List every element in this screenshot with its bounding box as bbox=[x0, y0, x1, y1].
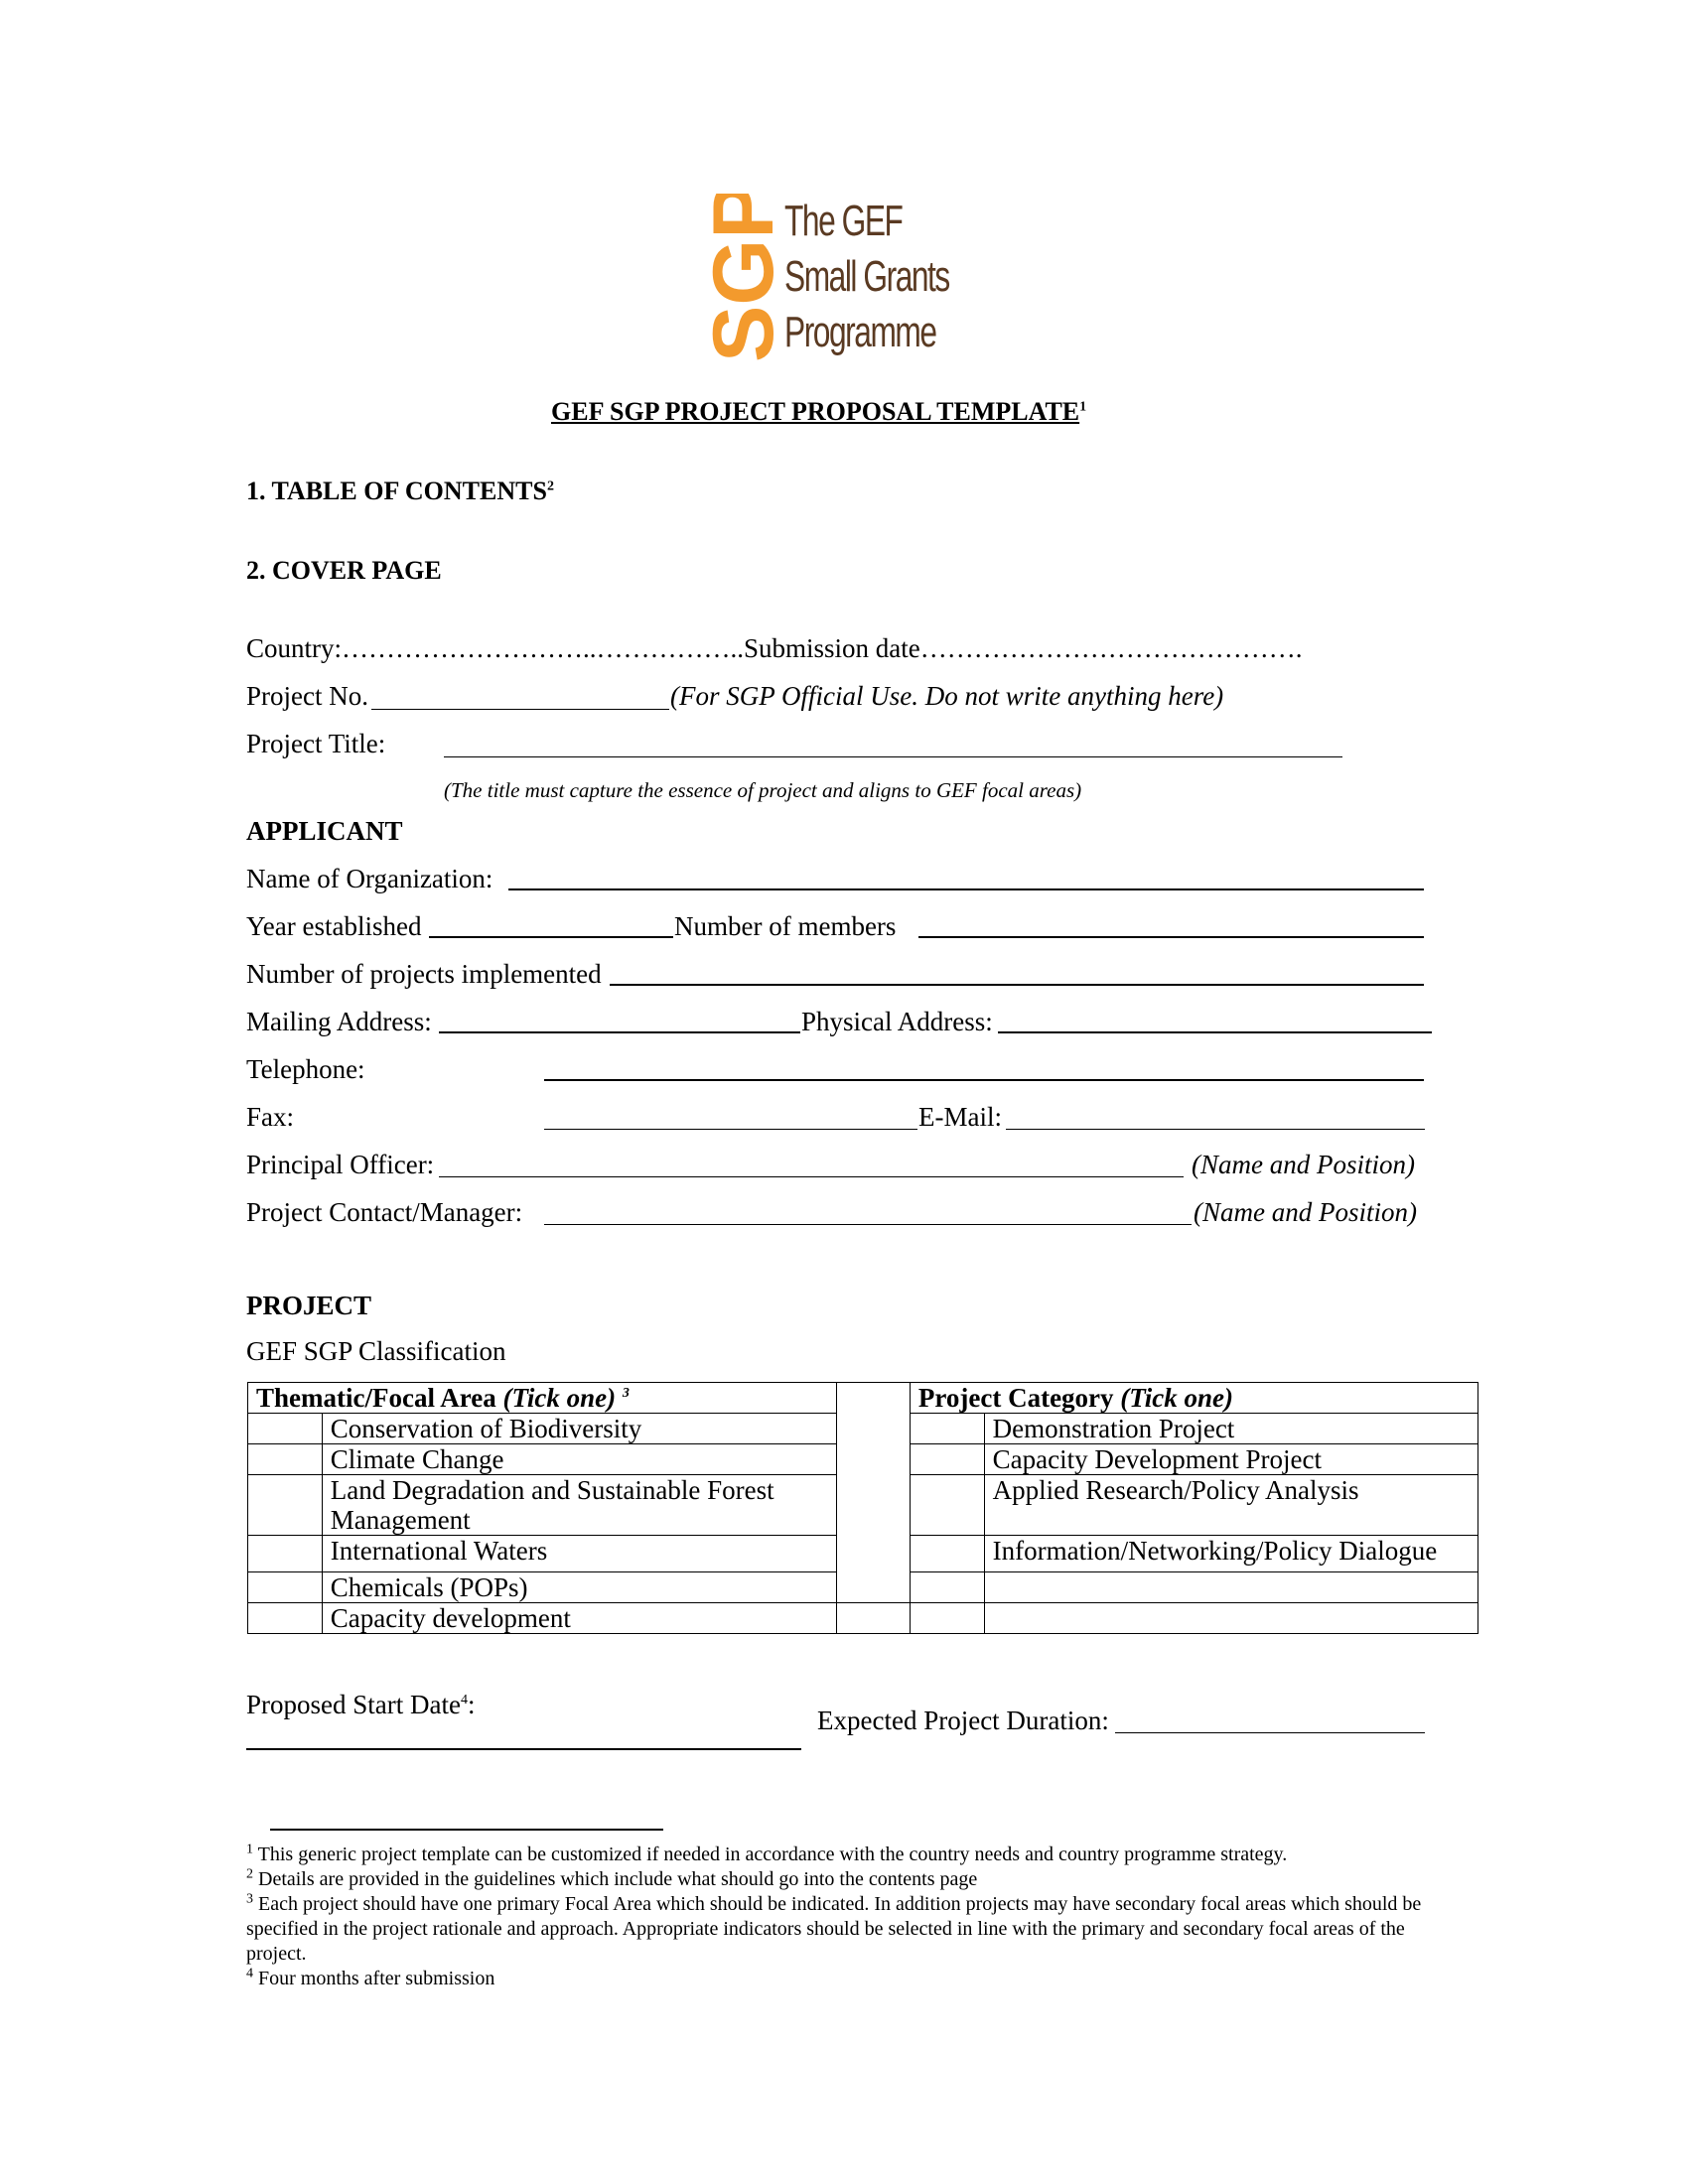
category-item bbox=[984, 1572, 1477, 1603]
tick-box-category-2[interactable] bbox=[910, 1444, 984, 1475]
footnote-ref-2: 2 bbox=[546, 478, 554, 494]
footnote-separator bbox=[270, 1829, 663, 1831]
spacer-cell bbox=[837, 1603, 911, 1634]
mailing-address-field[interactable] bbox=[439, 1031, 800, 1033]
start-date-label: Proposed Start Date$^4$: bbox=[246, 1690, 476, 1719]
project-title-field[interactable] bbox=[444, 756, 1342, 757]
tick-box-thematic-1[interactable] bbox=[248, 1414, 323, 1444]
document-title bbox=[551, 397, 1086, 427]
svg-text:SGP: SGP bbox=[696, 194, 791, 362]
principal-officer-note: (Name and Position) bbox=[1192, 1150, 1415, 1179]
members-field[interactable] bbox=[918, 936, 1424, 938]
category-item: Applied Research/Policy Analysis bbox=[984, 1475, 1477, 1536]
footnote-ref-3: 3 bbox=[622, 1386, 630, 1401]
project-contact-label: Project Contact/Manager: bbox=[246, 1197, 523, 1227]
footnote-1-text: This generic project template can be customized if needed in accordance with the country needs and country programme strategy. bbox=[257, 1843, 1288, 1865]
logo-line-3: Programme bbox=[784, 308, 936, 356]
thematic-header: Thematic/Focal Area bbox=[256, 1383, 496, 1413]
email-label: E-Mail: bbox=[918, 1102, 1002, 1132]
spacer-column bbox=[837, 1383, 911, 1603]
fax-field[interactable] bbox=[544, 1129, 917, 1130]
footnote-4-text: Four months after submission bbox=[258, 1968, 495, 1989]
footnote-3-text: Each project should have one primary Focal Area which should be indicated. In addition projects may have secondary focal areas which should be specified in the project rationale and approach. Appropriate indicators should be selected in line with the primary and secondary focal areas of the project. bbox=[246, 1893, 1422, 1965]
fax-label: Fax: bbox=[246, 1102, 295, 1132]
category-header-cell bbox=[910, 1383, 1477, 1414]
footnote-2-number: 2 bbox=[246, 1866, 253, 1882]
category-item bbox=[984, 1603, 1477, 1634]
year-established-label: Year established bbox=[246, 911, 422, 941]
projects-implemented-field[interactable] bbox=[610, 984, 1424, 986]
footnote-2-text: Details are provided in the guidelines which include what should go into the contents page bbox=[258, 1868, 978, 1890]
project-heading: PROJECT bbox=[246, 1291, 372, 1320]
project-no-note: (For SGP Official Use. Do not write anything here) bbox=[670, 681, 1224, 711]
telephone-label: Telephone: bbox=[246, 1054, 365, 1084]
principal-officer-label: Principal Officer: bbox=[246, 1150, 435, 1179]
org-label: Name of Organization: bbox=[246, 864, 493, 893]
footnote-ref-1: 1 bbox=[1079, 399, 1087, 415]
telephone-field[interactable] bbox=[544, 1079, 1424, 1081]
category-item: Demonstration Project bbox=[984, 1414, 1477, 1444]
logo-line-2: Small Grants bbox=[784, 252, 949, 301]
section-toc bbox=[246, 477, 554, 506]
org-field[interactable] bbox=[508, 888, 1424, 890]
thematic-item: Conservation of Biodiversity bbox=[322, 1414, 836, 1444]
section-toc-text: 1. TABLE OF CONTENTS bbox=[246, 477, 547, 505]
category-item: Capacity Development Project bbox=[984, 1444, 1477, 1475]
projects-implemented-label: Number of projects implemented bbox=[246, 959, 602, 989]
footnote-3 bbox=[246, 1892, 1428, 1967]
thematic-item: Capacity development bbox=[322, 1603, 836, 1634]
classification-label: GEF SGP Classification bbox=[246, 1336, 506, 1366]
project-title-label: Project Title: bbox=[246, 729, 386, 758]
section-cover: 2. COVER PAGE bbox=[246, 556, 442, 585]
table-header-row bbox=[248, 1383, 1478, 1414]
year-established-field[interactable] bbox=[429, 936, 673, 938]
mailing-address-label: Mailing Address: bbox=[246, 1007, 432, 1036]
physical-address-label: Physical Address: bbox=[801, 1007, 993, 1036]
thematic-item: Climate Change bbox=[322, 1444, 836, 1475]
footnote-4-number: 4 bbox=[246, 1966, 253, 1981]
duration-label: Expected Project Duration: bbox=[817, 1706, 1109, 1735]
start-date-label-text: Proposed Start Date bbox=[246, 1690, 461, 1719]
thematic-item: Chemicals (POPs) bbox=[322, 1572, 836, 1603]
table-row bbox=[248, 1603, 1478, 1634]
duration-field[interactable] bbox=[1115, 1732, 1425, 1733]
physical-address-field[interactable] bbox=[998, 1031, 1432, 1033]
tick-box-category-1[interactable] bbox=[910, 1414, 984, 1444]
footnote-2 bbox=[246, 1867, 1438, 1892]
tick-box-thematic-5[interactable] bbox=[248, 1572, 323, 1603]
classification-table bbox=[247, 1382, 1478, 1634]
project-no-label: Project No. bbox=[246, 681, 368, 711]
document-title-text: GEF SGP PROJECT PROPOSAL TEMPLATE bbox=[551, 397, 1080, 426]
footnote-4 bbox=[246, 1967, 1438, 1991]
footnote-1 bbox=[246, 1843, 1438, 1867]
footnote-ref-4: 4 bbox=[460, 1693, 468, 1707]
category-header: Project Category bbox=[917, 1383, 1114, 1413]
category-tick-note: (Tick one) bbox=[1120, 1383, 1234, 1413]
thematic-item: International Waters bbox=[322, 1536, 836, 1572]
project-no-field[interactable] bbox=[371, 709, 669, 710]
category-item: Information/Networking/Policy Dialogue bbox=[984, 1536, 1477, 1572]
tick-box-category-3[interactable] bbox=[910, 1475, 984, 1536]
thematic-item: Land Degradation and Sustainable Forest Management bbox=[322, 1475, 836, 1536]
tick-box-category-5[interactable] bbox=[910, 1572, 984, 1603]
footnote-1-number: 1 bbox=[246, 1842, 253, 1857]
applicant-heading: APPLICANT bbox=[246, 816, 403, 846]
sgp-logo bbox=[693, 194, 949, 372]
tick-box-thematic-6[interactable] bbox=[248, 1603, 323, 1634]
email-field[interactable] bbox=[1006, 1129, 1425, 1130]
thematic-header-cell bbox=[248, 1383, 837, 1414]
project-title-note: (The title must capture the essence of project and aligns to GEF focal areas) bbox=[444, 778, 1082, 802]
tick-box-thematic-4[interactable] bbox=[248, 1536, 323, 1572]
footnotes bbox=[246, 1843, 1438, 1991]
footnote-3-number: 3 bbox=[246, 1891, 253, 1907]
start-date-field[interactable] bbox=[246, 1748, 801, 1750]
country-submission-line: Country:………………………..……………..Submission date……………………………………. bbox=[246, 633, 1303, 663]
tick-box-thematic-2[interactable] bbox=[248, 1444, 323, 1475]
tick-box-category-6[interactable] bbox=[910, 1603, 984, 1634]
members-label: Number of members bbox=[674, 911, 897, 941]
principal-officer-field[interactable] bbox=[439, 1176, 1184, 1177]
project-contact-field[interactable] bbox=[544, 1224, 1192, 1225]
thematic-tick-note: (Tick one) bbox=[502, 1383, 617, 1413]
project-contact-note: (Name and Position) bbox=[1194, 1197, 1417, 1227]
logo-line-1: The GEF bbox=[784, 197, 903, 245]
tick-box-thematic-3[interactable] bbox=[248, 1475, 323, 1536]
tick-box-category-4[interactable] bbox=[910, 1536, 984, 1572]
